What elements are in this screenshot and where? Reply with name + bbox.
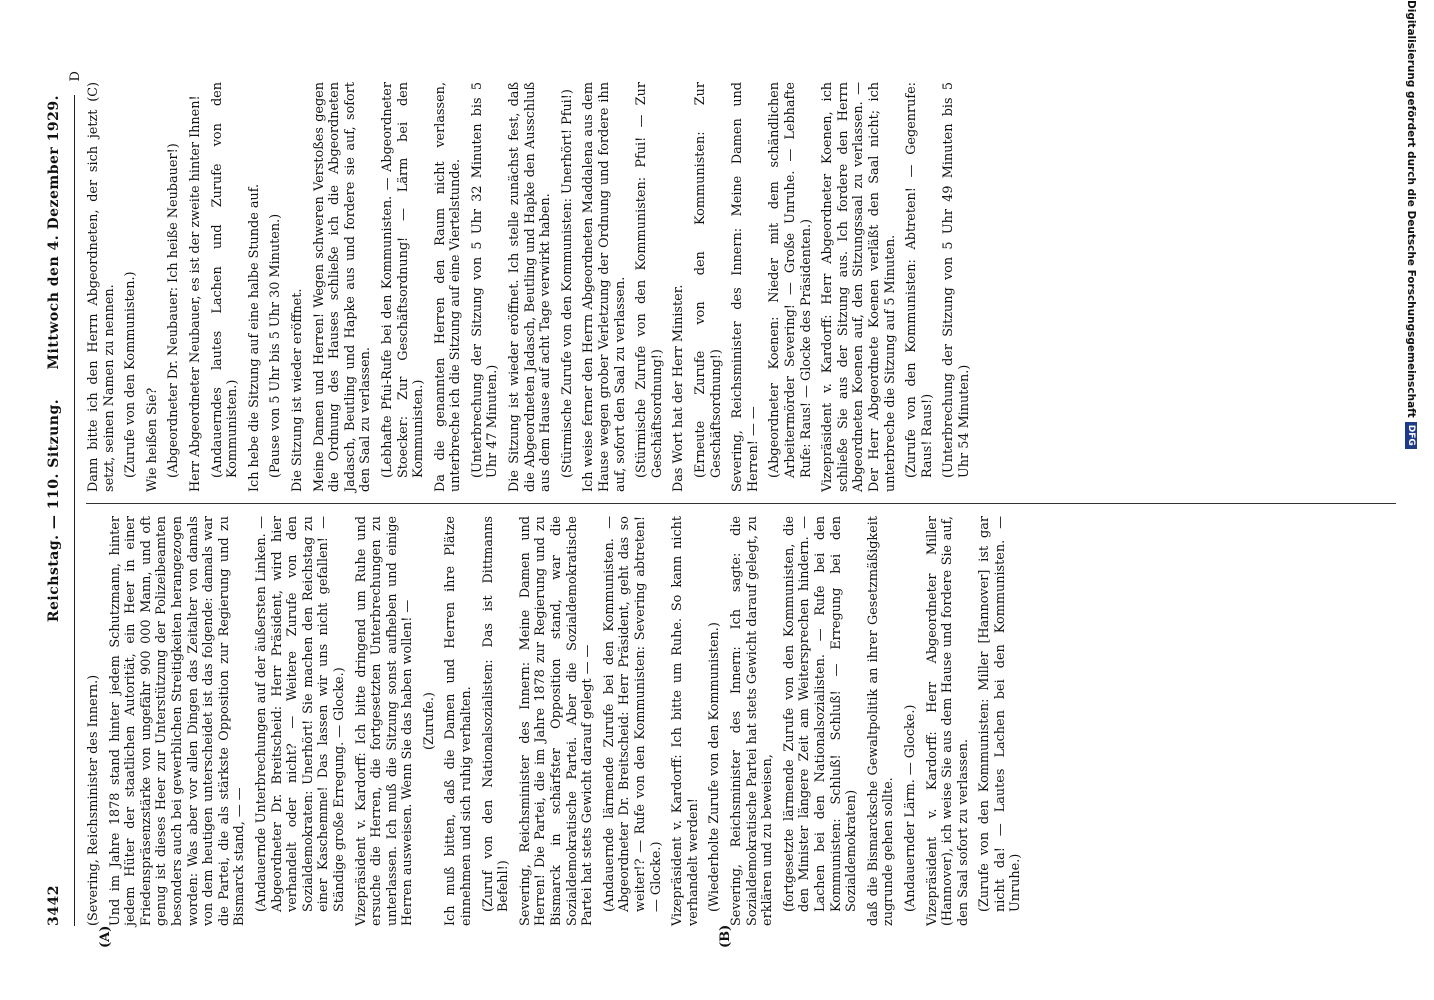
stage-direction: (Abgeordneter Dr. Neubauer: Ich heiße Neubauer!) xyxy=(166,143,182,478)
paragraph: Da die genannten Herren den Raum nicht verlassen, unterbreche ich die Sitzung auf eine Viertelstunde. xyxy=(432,82,464,492)
paragraph: Vizepräsident v. Kardorff: Ich bitte um Ruhe. So kann nicht verhandelt werden! xyxy=(670,516,701,926)
stage-direction: (Lebhafte Pfui-Rufe bei den Kommunisten. — Abgeordneter Stoecker: Zur Geschäftsordnung! — Lärm bei den Kommunisten.) xyxy=(379,82,427,478)
paragraph: Das Wort hat der Herr Minister. xyxy=(671,284,687,492)
paragraph: Ich hebe die Sitzung auf eine halbe Stunde auf. xyxy=(246,183,262,492)
margin-marker-b: (B) xyxy=(718,924,733,948)
paragraph: Severing, Reichsminister des Innern: Ich sagte: die Sozialdemokratische Partei hat stets Gewicht darauf gelegt, zu erklären und zu beweisen, xyxy=(728,516,776,926)
page-number: 3442 xyxy=(46,885,62,926)
rotated-page-content xyxy=(28,63,1418,958)
stage-direction: (Andauernde Unterbrechungen auf der äußersten Linken. — Abgeordneter Dr. Breitscheid: Herr Präsident, wird hier verhandelt oder nicht? — Weitere Zurufe von den Sozialdemokraten: Unerhört! Sie machen den Reichstag zu einer Kaschemme! Das lassen wir uns nicht gefallen! — Ständige große Erregung. — Glocke.) xyxy=(253,516,347,912)
paragraph: Severing, Reichsminister des Innern: Meine Damen und Herren! — — xyxy=(730,82,761,492)
right-column xyxy=(86,82,1398,492)
paragraph: Wie heißen Sie? xyxy=(144,387,160,492)
stage-direction: (Andauerndes lautes Lachen und Zurufe von den Kommunisten.) xyxy=(209,82,241,478)
column-divider xyxy=(86,503,1396,504)
stage-direction: (Pause von 5 Uhr bis 5 Uhr 30 Minuten.) xyxy=(268,213,284,478)
stage-direction: (Zurufe von den Kommunisten: Miller [Hannover] ist gar nicht da! — Lautes Lachen bei den Kommunisten. — Unruhe.) xyxy=(977,516,1024,912)
session-date: Mittwoch den 4. Dezember 1929. xyxy=(46,95,62,370)
paragraph: Die Sitzung ist wieder eröffnet. xyxy=(289,288,305,492)
digitization-credit xyxy=(1406,0,1432,1000)
stage-direction: (Abgeordneter Koenen: Nieder mit dem schändlichen Arbeitermörder Severing! — Große Unruhe. — Lebhafte Rufe: Raus! — Glocke des Präsidenten.) xyxy=(767,82,814,478)
paragraph: daß die Bismarcksche Gewaltpolitik an ihrer Gesetzmäßigkeit zugrunde gehen sollte. xyxy=(865,516,897,926)
scanned-page xyxy=(28,63,1418,958)
paragraph: Vizepräsident v. Kardorff: Herr Abgeordneter Koenen, ich schließe Sie aus der Sitzung aus. Ich fordere den Herrn Abgeordneten Koenen auf, den Sitzungssaal zu verlassen. — Der Herr Abgeordnete Koenen verläßt den Saal nicht; ich unterbreche die Sitzung auf 5 Minuten. xyxy=(820,82,898,492)
paragraph: Ich weise ferner den Herrn Abgeordneten Maddalena aus dem Hause wegen grober Verletzung der Ordnung und fordere ihn auf, sofort den Saal zu verlassen. xyxy=(581,82,628,492)
credit-text: Digitalisierung gefördert durch die Deutsche Forschungsgemeinschaft xyxy=(1405,0,1417,418)
stage-direction: (Andauernder Lärm. — Glocke.) xyxy=(902,704,918,912)
paragraph: Die Sitzung ist wieder eröffnet. Ich stelle zunächst fest, daß die Abgeordneten Jadasch, Beutling und Hapke den Ausschluß aus dem Hause auf acht Tage verwirkt haben. xyxy=(507,82,554,492)
margin-marker-a: (A) xyxy=(98,925,113,948)
paragraph: (Severing, Reichsminister des Innern.) xyxy=(86,674,101,926)
stage-direction: (Unterbrechung der Sitzung von 5 Uhr 32 Minuten bis 5 Uhr 47 Minuten.) xyxy=(469,82,501,478)
paragraph: Dann bitte ich den Herrn Abgeordneten, der sich jetzt (C) setzt, seinen Namen zu nennen. xyxy=(86,82,117,492)
left-column xyxy=(86,516,1398,926)
stage-direction: (Unterbrechung der Sitzung von 5 Uhr 49 Minuten bis 5 Uhr 54 Minuten.) xyxy=(941,82,972,478)
stage-direction: (Andauernde lärmende Zurufe bei den Kommunisten. — Abgeordneter Dr. Breitscheid: Herr Präsident, geht das so weiter!? — Rufe von den Kommunisten: Severing abtreten! — Glocke.) xyxy=(601,516,664,912)
paragraph: Vizepräsident v. Kardorff: Herr Abgeordneter Miller (Hannover), ich weise Sie aus dem Hause und fordere Sie auf, den Saal sofort zu verlassen. xyxy=(924,516,971,926)
header-rule xyxy=(74,95,75,926)
paragraph: Herr Abgeordneter Neubauer, es ist der zweite hinter Ihnen! xyxy=(187,95,203,492)
stage-direction: (Erneute Zurufe von den Kommunisten: Zur Geschäftsordnung!) xyxy=(693,82,724,478)
paragraph: Severing, Reichsminister des Innern: Meine Damen und Herren! Die Partei, die im Jahre 1878 zur Regierung und zu Bismarck in schärfster Opposition stand, war die Sozialdemokratische Partei. Aber die Sozialdemokratische Partei hat stets Gewicht darauf gelegt — — xyxy=(517,516,596,926)
stage-direction: (Zurufe von den Kommunisten: Abtreten! — Gegenrufe: Raus! Raus!) xyxy=(904,82,935,478)
page-header xyxy=(46,95,72,926)
stage-direction: (Wiederholte Zurufe von den Kommunisten.) xyxy=(707,622,723,912)
margin-marker-d: D xyxy=(68,71,83,82)
stage-direction: (Zuruf von den Nationalsozialisten: Das ist Dittmanns Befehl!) xyxy=(480,516,512,912)
stage-direction: (Zurufe.) xyxy=(421,692,437,750)
paragraph: Vizepräsident v. Kardorff: Ich bitte dringend um Ruhe und ersuche die Herren, die fortgesetzten Unterbrechungen zu unterlassen. Ich muß die Sitzung sonst aufheben und einige Herren ausweisen. Wenn Sie das haben wollen! — xyxy=(353,516,416,926)
dfg-logo: DFG xyxy=(1405,422,1417,449)
stage-direction: (Stürmische Zurufe von den Kommunisten: Unerhört! Pfui!) xyxy=(559,89,575,478)
paragraph: Ich muß bitten, daß die Damen und Herren ihre Plätze einnehmen und sich ruhig verhalten. xyxy=(443,516,475,926)
stage-direction: (Zurufe von den Kommunisten.) xyxy=(123,271,139,478)
session-title: Reichstag. — 110. Sitzung. xyxy=(46,398,62,623)
stage-direction: (fortgesetzte lärmende Zurufe von den Kommunisten, die den Minister längere Zeit am Weitersprechen hindern. — Lachen bei den Nationalsozialisten. — Rufe bei den Kommunisten: Schluß! Schluß! — Erregung bei den Sozialdemokraten) xyxy=(781,516,860,912)
paragraph: Meine Damen und Herren! Wegen schweren Verstoßes gegen die Ordnung des Hauses schließe ich die Abgeordneten Jadasch, Beutling und Hapke aus und fordere sie auf, sofort den Saal zu verlassen. xyxy=(311,82,374,492)
stage-direction: (Stürmische Zurufe von den Kommunisten: Pfui! — Zur Geschäftsordnung!) xyxy=(634,82,665,478)
paragraph: Und im Jahre 1878 stand hinter jedem Schutzmann, hinter jedem Hüter der staatlichen Autorität, ein Heer in einer Friedenspräsenzstärke von ungefähr 900 000 Mann, und oft genug ist dieses Heer zur Unterstützung der Polizeibeamten besonders auch bei gewerblichen Streitigkeiten herangezogen worden: Was aber vor allen Dingen das Zeitalter von damals von dem heutigen unterscheidet ist das folgende: damals war die Partei, die als stärkste Opposition zur Regierung und zu Bismarck stand, — — xyxy=(107,516,248,926)
